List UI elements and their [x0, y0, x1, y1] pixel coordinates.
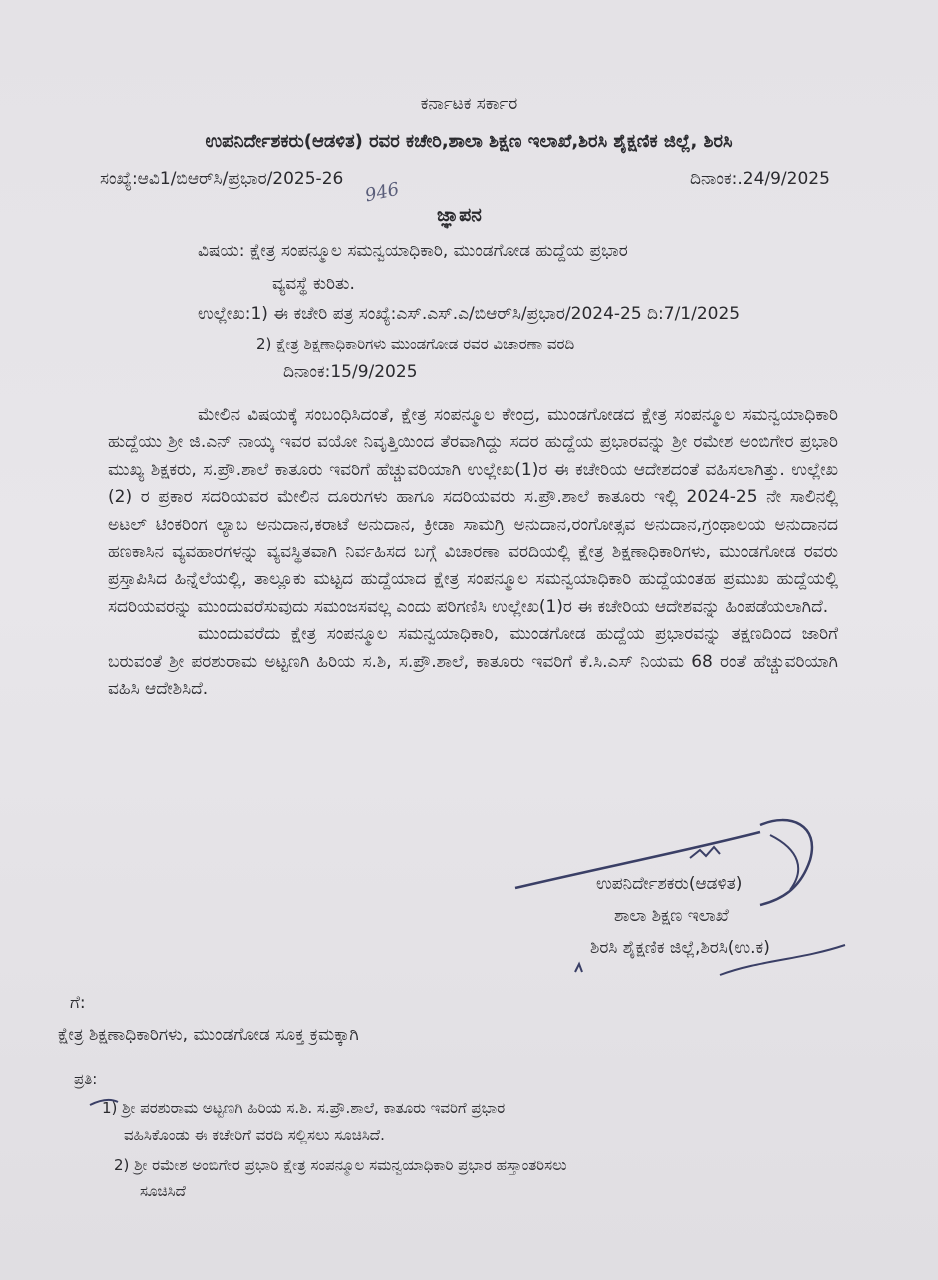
copy-label: ಪ್ರತಿ:: [74, 1070, 98, 1088]
copy-item-2-line-2: ಸೂಚಿಸಿದೆ: [140, 1182, 186, 1200]
copy-item-1-line-1: 1) ಶ್ರೀ ಪರಶುರಾಮ ಅಟ್ಟಣಗಿ ಹಿರಿಯ ಸ.ಶಿ. ಸ.ಪ್ರೌ.ಶಾಲೆ, ಕಾತೂರು ಇವರಿಗೆ ಪ್ರಭಾರ: [102, 1099, 506, 1117]
body-paragraph-2: ಮುಂದುವರೆದು ಕ್ಷೇತ್ರ ಸಂಪನ್ಮೂಲ ಸಮನ್ವಯಾಧಿಕಾರಿ, ಮುಂಡಗೋಡ ಹುದ್ದೆಯ ಪ್ರಭಾರವನ್ನು ತಕ್ಷಣದಿಂದ ಜಾರಿಗೆ ಬರುವಂತೆ ಶ್ರೀ ಪರಶುರಾಮ ಅಟ್ಟಣಗಿ ಹಿರಿಯ ಸ.ಶಿ, ಸ.ಪ್ರೌ.ಶಾಲೆ, ಕಾತೂರು ಇವರಿಗೆ ಕೆ.ಸಿ.ಎಸ್ ನಿಯಮ 68 ರಂತೆ ಹೆಚ್ಚುವರಿಯಾಗಿ ವಹಿಸಿ ಆದೇಶಿಸಿದೆ.: [108, 624, 838, 700]
signatory-district: ಶಿರಸಿ ಶೈಕ್ಷಣಿಕ ಜಿಲ್ಲೆ,ಶಿರಸಿ(ಉ.ಕ): [590, 938, 770, 958]
government-heading: ಕರ್ನಾಟಕ ಸರ್ಕಾರ: [420, 94, 518, 114]
copy-item-2-line-1: 2) ಶ್ರೀ ರಮೇಶ ಅಂಬಿಗೇರ ಪ್ರಭಾರಿ ಕ್ಷೇತ್ರ ಸಂಪನ್ಮೂಲ ಸಮನ್ವಯಾಧಿಕಾರಿ ಪ್ರಭಾರ ಹಸ್ತಾಂತರಿಸಲು: [114, 1156, 567, 1174]
memo-title: ಜ್ಞಾಪನ: [437, 204, 482, 226]
reference-2-date: ದಿನಾಂಕ:15/9/2025: [283, 362, 418, 382]
memo-body: [108, 402, 838, 703]
signatory-title: ಉಪನಿರ್ದೇಶಕರು(ಆಡಳಿತ): [596, 874, 743, 894]
signatory-department: ಶಾಲಾ ಶಿಕ್ಷಣ ಇಲಾಖೆ: [614, 906, 729, 926]
reference-2: 2) ಕ್ಷೇತ್ರ ಶಿಕ್ಷಣಾಧಿಕಾರಿಗಳು ಮುಂಡಗೋಡ ರವರ ವಿಚಾರಣಾ ವರದಿ: [256, 335, 575, 353]
office-heading: ಉಪನಿರ್ದೇಶಕರು(ಆಡಳಿತ) ರವರ ಕಚೇರಿ,ಶಾಲಾ ಶಿಕ್ಷಣ ಇಲಾಖೆ,ಶಿರಸಿ ಶೈಕ್ಷಣಿಕ ಜಿಲ್ಲೆ, ಶಿರಸಿ: [205, 131, 733, 152]
reference-1: ಉಲ್ಲೇಖ:1) ಈ ಕಚೇರಿ ಪತ್ರ ಸಂಖ್ಯೆ:ಎಸ್.ಎಸ್.ಎ/ಬಿಆರ್‌ಸಿ/ಪ್ರಭಾರ/2024-25 ದಿ:7/1/2025: [198, 304, 741, 324]
reference-number: ಸಂಖ್ಯೆ:ಆವಿ1/ಬಿಆರ್‌ಸಿ/ಪ್ರಭಾರ/2025-26: [100, 169, 344, 189]
to-label: ಗೆ:: [70, 993, 86, 1013]
copy-item-1-line-2: ವಹಿಸಿಕೊಂಡು ಈ ಕಚೇರಿಗೆ ವರದಿ ಸಲ್ಲಿಸಲು ಸೂಚಿಸಿದೆ.: [124, 1126, 385, 1144]
to-recipient: ಕ್ಷೇತ್ರ ಶಿಕ್ಷಣಾಧಿಕಾರಿಗಳು, ಮುಂಡಗೋಡ ಸೂಕ್ತ ಕ್ರಮಕ್ಕಾಗಿ: [58, 1025, 359, 1045]
body-paragraph-1: ಮೇಲಿನ ವಿಷಯಕ್ಕೆ ಸಂಬಂಧಿಸಿದಂತೆ, ಕ್ಷೇತ್ರ ಸಂಪನ್ಮೂಲ ಕೇಂದ್ರ, ಮುಂಡಗೋಡದ ಕ್ಷೇತ್ರ ಸಂಪನ್ಮೂಲ ಸಮನ್ವಯಾಧಿಕಾರಿ ಹುದ್ದೆಯು ಶ್ರೀ ಜಿ.ಎನ್ ನಾಯ್ಕ ಇವರ ವಯೋ ನಿವೃತ್ತಿಯಿಂದ ತೆರವಾಗಿದ್ದು ಸದರ ಹುದ್ದೆಯ ಪ್ರಭಾರವನ್ನು ಶ್ರೀ ರಮೇಶ ಅಂಬಿಗೇರ ಪ್ರಭಾರಿ ಮುಖ್ಯ ಶಿಕ್ಷಕರು, ಸ.ಪ್ರೌ.ಶಾಲೆ ಕಾತೂರು ಇವರಿಗೆ ಹೆಚ್ಚುವರಿಯಾಗಿ ಉಲ್ಲೇಖ(1)ರ ಈ ಕಚೇರಿಯ ಆದೇಶದಂತೆ ವಹಿಸಲಾಗಿತ್ತು. ಉಲ್ಲೇಖ (2) ರ ಪ್ರಕಾರ ಸದರಿಯವರ ಮೇಲಿನ ದೂರುಗಳು ಹಾಗೂ ಸದರಿಯವರು ಸ.ಪ್ರೌ.ಶಾಲೆ ಕಾತೂರು ಇಲ್ಲಿ 2024-25 ನೇ ಸಾಲಿನಲ್ಲಿ ಅಟಲ್ ಟಿಂಕರಿಂಗ ಲ್ಯಾಬ ಅನುದಾನ,ಕರಾಟೆ ಅನುದಾನ, ಕ್ರೀಡಾ ಸಾಮಗ್ರಿ ಅನುದಾನ,ರಂಗೋತ್ಸವ ಅನುದಾನ,ಗ್ರಂಥಾಲಯ ಅನುದಾನದ ಹಣಕಾಸಿನ ವ್ಯವಹಾರಗಳನ್ನು ವ್ಯವಸ್ಥಿತವಾಗಿ ನಿರ್ವಹಿಸದ ಬಗ್ಗೆ ವಿಚಾರಣಾ ವರದಿಯಲ್ಲಿ ಕ್ಷೇತ್ರ ಶಿಕ್ಷಣಾಧಿಕಾರಿಗಳು, ಮುಂಡಗೋಡ ರವರು ಪ್ರಸ್ತಾಪಿಸಿದ ಹಿನ್ನೆಲೆಯಲ್ಲಿ, ತಾಲ್ಲೂಕು ಮಟ್ಟದ ಹುದ್ದೆಯಾದ ಕ್ಷೇತ್ರ ಸಂಪನ್ಮೂಲ ಸಮನ್ವಯಾಧಿಕಾರಿ ಹುದ್ದೆಯಂತಹ ಪ್ರಮುಖ ಹುದ್ದೆಯಲ್ಲಿ ಸದರಿಯವರನ್ನು ಮುಂದುವರೆಸುವುದು ಸಮಂಜಸವಲ್ಲ ಎಂದು ಪರಿಗಣಿಸಿ ಉಲ್ಲೇಖ(1)ರ ಈ ಕಚೇರಿಯ ಆದೇಶವನ್ನು ಹಿಂಪಡೆಯಲಾಗಿದೆ.: [108, 405, 838, 617]
subject-line-2: ವ್ಯವಸ್ಥೆ ಕುರಿತು.: [272, 274, 355, 294]
subject-line-1: ವಿಷಯ: ಕ್ಷೇತ್ರ ಸಂಪನ್ಮೂಲ ಸಮನ್ವಯಾಧಿಕಾರಿ, ಮುಂಡಗೋಡ ಹುದ್ದೆಯ ಪ್ರಭಾರ: [198, 241, 628, 261]
handwritten-inward-number: 946: [363, 178, 402, 207]
document-date: ದಿನಾಂಕ:.24/9/2025: [690, 169, 830, 189]
